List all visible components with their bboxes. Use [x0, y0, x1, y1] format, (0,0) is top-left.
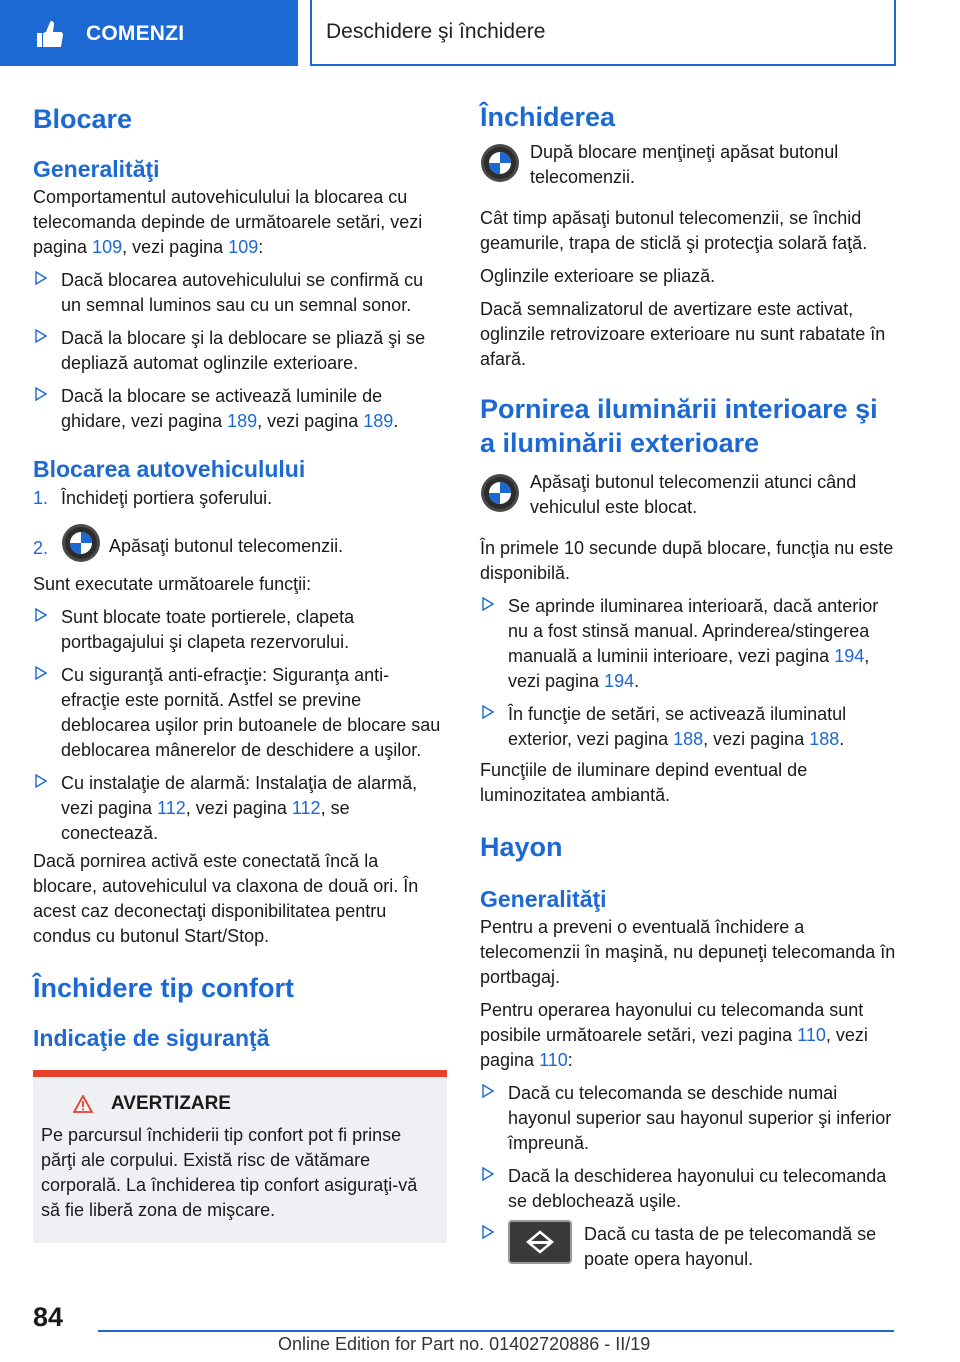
page-link[interactable]: 109 — [228, 237, 259, 257]
section-title: Deschidere şi închidere — [326, 20, 546, 43]
heading-general-tailgate: Generalităţi — [480, 886, 607, 912]
horn-paragraph: Dacă pornirea activă este conectată încă la blocare, autovehiculul va claxona de două ori. În acest caz deconectaţi disponibilitatea pentru condus cu butonul Start/Stop. — [33, 851, 419, 946]
heading-locking: Blocare — [33, 104, 133, 134]
left-column — [33, 96, 447, 1243]
step-number: 1. — [33, 488, 49, 508]
bmw-logo-button-icon — [480, 143, 520, 183]
first-10-seconds-paragraph: În primele 10 secunde după blocare, funcţia nu este disponibilă. — [480, 538, 894, 583]
list-item: Cu instalaţie de alarmă: Instalaţia de alarmă, vezi pagina 112, vezi pagina 112, se conectează. — [33, 771, 447, 846]
warning-triangle-icon — [73, 1095, 93, 1113]
triangle-bullet-icon — [482, 597, 494, 611]
warning-box — [33, 1070, 447, 1243]
bmw-logo-button-icon — [480, 473, 520, 513]
page-link[interactable]: 112 — [291, 798, 321, 818]
section-header — [310, 0, 896, 66]
triangle-bullet-icon — [482, 1167, 494, 1181]
step-number: 2. — [33, 538, 49, 558]
list-item: Sunt blocate toate portierele, clapeta portbagajului şi clapeta rezervorului. — [33, 605, 447, 655]
lighting-list — [480, 594, 898, 752]
page-number: 84 — [33, 1302, 64, 1332]
locking-settings-list — [33, 268, 447, 434]
heading-general: Generalităţi — [33, 156, 160, 182]
triangle-bullet-icon — [35, 329, 47, 343]
tailgate-settings-paragraph: Pentru operarea hayonului cu telecomanda sunt posibile următoarele setări, vezi pagina 110, vezi pagina 110: — [480, 1000, 868, 1070]
triangle-bullet-icon — [482, 1084, 494, 1098]
step-item: 2. Apăsaţi butonul telecomenzii. — [33, 523, 447, 570]
page-link[interactable]: 188 — [673, 729, 704, 749]
heading-comfort-closing: Închidere tip confort — [33, 973, 295, 1003]
list-item: Dacă blocarea autovehiculului se confirmă cu un semnal luminos sau cu un semnal sonor. — [33, 268, 447, 318]
page-footer — [0, 1296, 960, 1362]
page-link[interactable]: 110 — [797, 1025, 826, 1045]
ambient-paragraph: Funcţiile de iluminare depind eventual de luminozitatea ambiantă. — [480, 760, 808, 805]
mirrors-paragraph: Oglinzile exterioare se pliază. — [480, 266, 716, 286]
page-link[interactable]: 189 — [227, 411, 258, 431]
tailgate-settings-list — [480, 1081, 898, 1272]
list-item: Se aprinde iluminarea interioară, dacă anterior nu a fost stinsă manual. Aprinderea/stingerea manuală a luminii interioare, vezi pagina 194, vezi pagina 194. — [480, 594, 898, 694]
hazard-paragraph: Dacă semnalizatorul de avertizare este activat, oglinzile retrovizoare exterioare nu sunt rabatate în afară. — [480, 299, 886, 369]
heading-safety: Indicaţie de siguranţă — [33, 1025, 270, 1051]
step-item: 1. Închideţi portiera şoferului. — [33, 486, 447, 511]
windows-paragraph: Cât timp apăsaţi butonul telecomenzii, se închid geamurile, trapa de sticlă şi protecţia solară faţă. — [480, 208, 868, 253]
chapter-tab-label: COMENZI — [86, 22, 185, 45]
tailgate-key-icon — [508, 1220, 572, 1264]
triangle-bullet-icon — [482, 1225, 494, 1239]
warning-title: AVERTIZARE — [73, 1093, 437, 1115]
thumb-pointer-icon — [34, 17, 68, 51]
list-item: Dacă cu tasta de pe telecomandă se poate opera hayonul. — [480, 1222, 898, 1272]
heading-tailgate: Hayon — [480, 832, 563, 862]
page-link[interactable]: 188 — [809, 729, 840, 749]
page-link[interactable]: 189 — [363, 411, 394, 431]
lock-steps-list — [33, 486, 447, 570]
chapter-tab[interactable] — [0, 0, 298, 66]
triangle-bullet-icon — [35, 271, 47, 285]
list-item: Dacă cu telecomanda se deschide numai hayonul superior sau hayonul superior şi inferior împreună. — [480, 1081, 898, 1156]
list-item: În funcţie de setări, se activează iluminatul exterior, vezi pagina 188, vezi pagina 188. — [480, 702, 898, 752]
warning-text: Pe parcursul închiderii tip confort pot fi prinse părţi ale corpului. Există risc de vătămare corporală. La închiderea tip confort asiguraţi-vă să fie liberă zona de mişcare. — [41, 1125, 418, 1220]
page-link[interactable]: 110 — [539, 1050, 568, 1070]
page-link[interactable]: 194 — [834, 646, 865, 666]
list-item: Dacă la blocare se activează luminile de ghidare, vezi pagina 189, vezi pagina 189. — [33, 384, 447, 434]
functions-list — [33, 605, 447, 846]
right-column — [480, 96, 898, 1272]
triangle-bullet-icon — [35, 387, 47, 401]
bmw-logo-button-icon — [61, 523, 101, 563]
page-link[interactable]: 112 — [157, 798, 186, 818]
page-link[interactable]: 194 — [604, 671, 635, 691]
functions-intro: Sunt executate următoarele funcţii: — [33, 574, 312, 594]
triangle-bullet-icon — [482, 705, 494, 719]
general-paragraph: Comportamentul autovehiculului la blocarea cu telecomanda depinde de următoarele setări, vezi pagina 109, vezi pagina 109: — [33, 187, 423, 257]
triangle-bullet-icon — [35, 608, 47, 622]
prevent-lockin-paragraph: Pentru a preveni o eventuală închidere a telecomenzii în maşină, nu depuneţi telecomanda în portbagaj. — [480, 917, 896, 987]
heading-closing: Închiderea — [480, 102, 616, 132]
edition-text: Online Edition for Part no. 01402720886 - II/19 — [278, 1334, 651, 1354]
hold-button-paragraph: După blocare menţineţi apăsat butonul telecomenzii. — [480, 140, 898, 190]
triangle-bullet-icon — [35, 774, 47, 788]
triangle-bullet-icon — [35, 666, 47, 680]
page-header — [0, 0, 960, 66]
list-item: Dacă la blocare şi la deblocare se pliază şi se depliază automat oglinzile exterioare. — [33, 326, 447, 376]
page-link[interactable]: 109 — [92, 237, 123, 257]
heading-lock-vehicle: Blocarea autovehiculului — [33, 456, 306, 482]
press-locked-paragraph: Apăsaţi butonul telecomenzii atunci când vehiculul este blocat. — [480, 470, 898, 520]
list-item: Cu siguranţă anti-efracţie: Siguranţa anti-efracţie este pornită. Astfel se previne deblocarea uşilor prin butoanele de blocare sau deblocarea mânerelor de deschidere a uşilor. — [33, 663, 447, 763]
footer-divider — [98, 1330, 894, 1332]
heading-lighting: Pornirea iluminării interioare şi a iluminării exterioare — [480, 394, 878, 458]
list-item: Dacă la deschiderea hayonului cu telecomanda se deblochează uşile. — [480, 1164, 898, 1214]
